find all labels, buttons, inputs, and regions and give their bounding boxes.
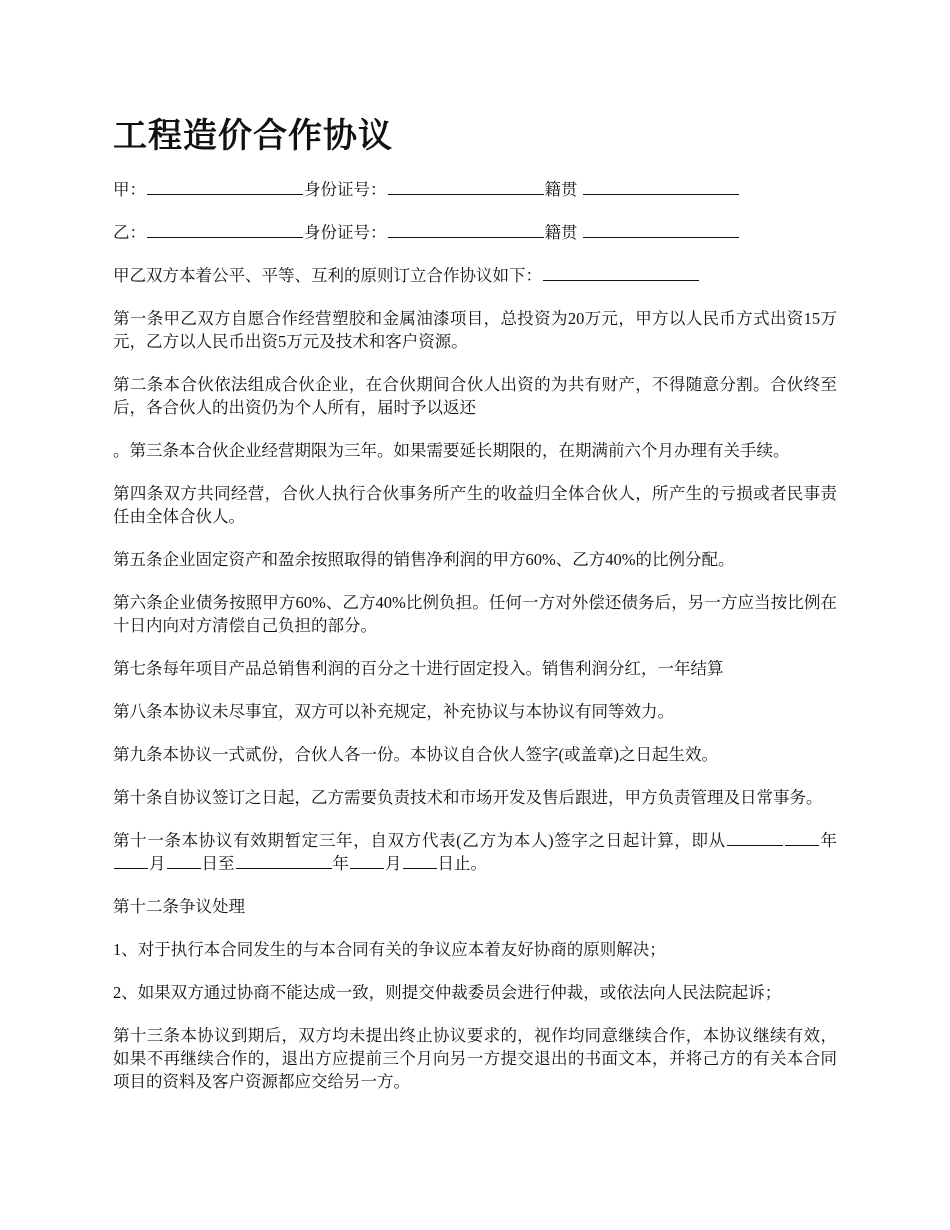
article-11-text: 第十一条本协议有效期暂定三年，自双方代表(乙方为本人)签字之日起计算，即从 bbox=[113, 831, 726, 850]
party-a-id-label: 身份证号： bbox=[304, 180, 387, 199]
party-a-name-blank bbox=[147, 179, 303, 195]
article-5: 第五条企业固定资产和盈余按照取得的销售净利润的甲方60%、乙方40%的比例分配。 bbox=[113, 550, 735, 569]
article-12-item-2: 2、如果双方通过协商不能达成一致，则提交仲裁委员会进行仲裁，或依法向人民法院起诉； bbox=[113, 983, 782, 1002]
article-8: 第八条本协议未尽事宜，双方可以补充规定，补充协议与本协议有同等效力。 bbox=[113, 702, 674, 721]
article-12-heading: 第十二条争议处理 bbox=[113, 897, 245, 916]
party-b-id-label: 身份证号： bbox=[304, 223, 387, 242]
party-a-id-blank bbox=[388, 179, 544, 195]
article-3: 。第三条本合伙企业经营期限为三年。如果需要延长期限的，在期满前六个月办理有关手续。 bbox=[113, 441, 790, 460]
party-a-label: 甲： bbox=[113, 180, 146, 199]
party-b-id-blank bbox=[388, 222, 544, 238]
party-a-line bbox=[113, 178, 837, 201]
party-b-name-blank bbox=[147, 222, 303, 238]
article-9: 第九条本协议一式贰份，合伙人各一份。本协议自合伙人签字(或盖章)之日起生效。 bbox=[113, 745, 718, 764]
party-b-origin-label: 籍贯 bbox=[544, 223, 582, 242]
end-month-label: 月 bbox=[385, 854, 402, 873]
article-4: 第四条双方共同经营，合伙人执行合伙事务所产生的收益归全体合伙人，所产生的亏损或者民事责任由全体合伙人。 bbox=[113, 484, 837, 526]
end-day-blank bbox=[403, 853, 437, 869]
intro-text: 甲乙双方本着公平、平等、互利的原则订立合作协议如下： bbox=[113, 266, 542, 285]
article-7: 第七条每年项目产品总销售利润的百分之十进行固定投入。销售利润分红，一年结算 bbox=[113, 659, 724, 678]
party-a-origin-blank bbox=[583, 179, 739, 195]
start-year-blank bbox=[727, 830, 783, 846]
party-a-origin-label: 籍贯 bbox=[544, 180, 582, 199]
party-b-origin-blank bbox=[583, 222, 739, 238]
article-13: 第十三条本协议到期后，双方均未提出终止协议要求的，视作均同意继续合作，本协议继续有效，如果不再继续合作的，退出方应提前三个月向另一方提交退出的书面文本，并将己方的有关本合同项目的资料及客户资源都应交给另一方。 bbox=[113, 1026, 837, 1091]
start-year-blank-cont bbox=[785, 830, 819, 846]
document-title: 工程造价合作协议 bbox=[113, 116, 393, 156]
article-2: 第二条本合伙依法组成合伙企业，在合伙期间合伙人出资的为共有财产，不得随意分割。合伙终至后，各合伙人的出资仍为个人所有，届时予以返还 bbox=[113, 375, 837, 417]
end-month-blank bbox=[350, 853, 384, 869]
party-b-label: 乙： bbox=[113, 223, 146, 242]
intro-line bbox=[113, 264, 837, 287]
article-11 bbox=[113, 829, 837, 875]
end-year-label: 年 bbox=[332, 854, 349, 873]
document-body bbox=[113, 178, 837, 1113]
start-month-blank bbox=[114, 853, 148, 869]
start-month-label: 月 bbox=[149, 854, 166, 873]
party-b-line bbox=[113, 221, 837, 244]
end-year-blank bbox=[236, 853, 332, 869]
intro-blank bbox=[543, 265, 699, 281]
article-12-item-1: 1、对于执行本合同发生的与本合同有关的争议应本着友好协商的原则解决； bbox=[113, 940, 666, 959]
end-day-label: 日止。 bbox=[437, 854, 487, 873]
start-year-label: 年 bbox=[819, 831, 838, 850]
article-6: 第六条企业债务按照甲方60%、乙方40%比例负担。任何一方对外偿还债务后，另一方应当按比例在十日内向对方清偿自己负担的部分。 bbox=[113, 593, 837, 635]
day-to-label: 日至 bbox=[201, 854, 235, 873]
start-day-blank bbox=[167, 853, 201, 869]
article-10: 第十条自协议签订之日起，乙方需要负责技术和市场开发及售后跟进，甲方负责管理及日常事务。 bbox=[113, 788, 823, 807]
article-1: 第一条甲乙双方自愿合作经营塑胶和金属油漆项目，总投资为20万元，甲方以人民币方式出资15万元，乙方以人民币出资5万元及技术和客户资源。 bbox=[113, 309, 837, 351]
